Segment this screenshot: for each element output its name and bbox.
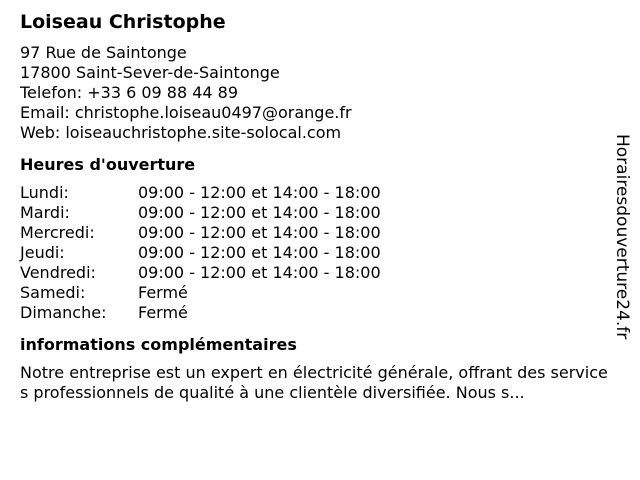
time-value: Fermé: [138, 283, 188, 302]
email-address: Email: christophe.loiseau0497@orange.fr: [20, 103, 352, 122]
time-value: 09:00 - 12:00 et 14:00 - 18:00: [138, 223, 381, 242]
time-value: 09:00 - 12:00 et 14:00 - 18:00: [138, 203, 381, 222]
day-label: Samedi:: [20, 283, 86, 302]
hours-row-mardi: [20, 203, 610, 223]
hours-row-jeudi: [20, 243, 610, 263]
time-value: 09:00 - 12:00 et 14:00 - 18:00: [138, 263, 381, 282]
business-name: Loiseau Christophe: [20, 11, 226, 33]
opening-hours-heading: Heures d'ouverture: [20, 155, 196, 174]
hours-row-lundi: [20, 183, 610, 203]
day-label: Mardi:: [20, 203, 70, 222]
day-label: Mercredi:: [20, 223, 95, 242]
day-label: Dimanche:: [20, 303, 107, 322]
additional-info-text: Notre entreprise est un expert en électricité générale, offrant des services professionnels de qualité à une clientèle diversifiée. Nous s...: [20, 363, 608, 402]
address-street: 97 Rue de Saintonge: [20, 43, 187, 62]
hours-row-samedi: [20, 283, 610, 303]
time-value: 09:00 - 12:00 et 14:00 - 18:00: [138, 243, 381, 262]
time-value: Fermé: [138, 303, 188, 322]
hours-row-mercredi: [20, 223, 610, 243]
business-card: [20, 10, 610, 403]
additional-info-heading: informations complémentaires: [20, 335, 297, 354]
opening-hours-table: [20, 183, 610, 323]
address-city: 17800 Saint-Sever-de-Saintonge: [20, 63, 280, 82]
day-label: Lundi:: [20, 183, 69, 202]
hours-row-vendredi: [20, 263, 610, 283]
phone-number: Telefon: +33 6 09 88 44 89: [20, 83, 239, 102]
day-label: Vendredi:: [20, 263, 96, 282]
hours-row-dimanche: [20, 303, 610, 323]
website-address: Web: loiseauchristophe.site-solocal.com: [20, 123, 342, 142]
site-watermark: Horairesdouverture24.fr: [612, 134, 632, 340]
day-label: Jeudi:: [20, 243, 65, 262]
time-value: 09:00 - 12:00 et 14:00 - 18:00: [138, 183, 381, 202]
